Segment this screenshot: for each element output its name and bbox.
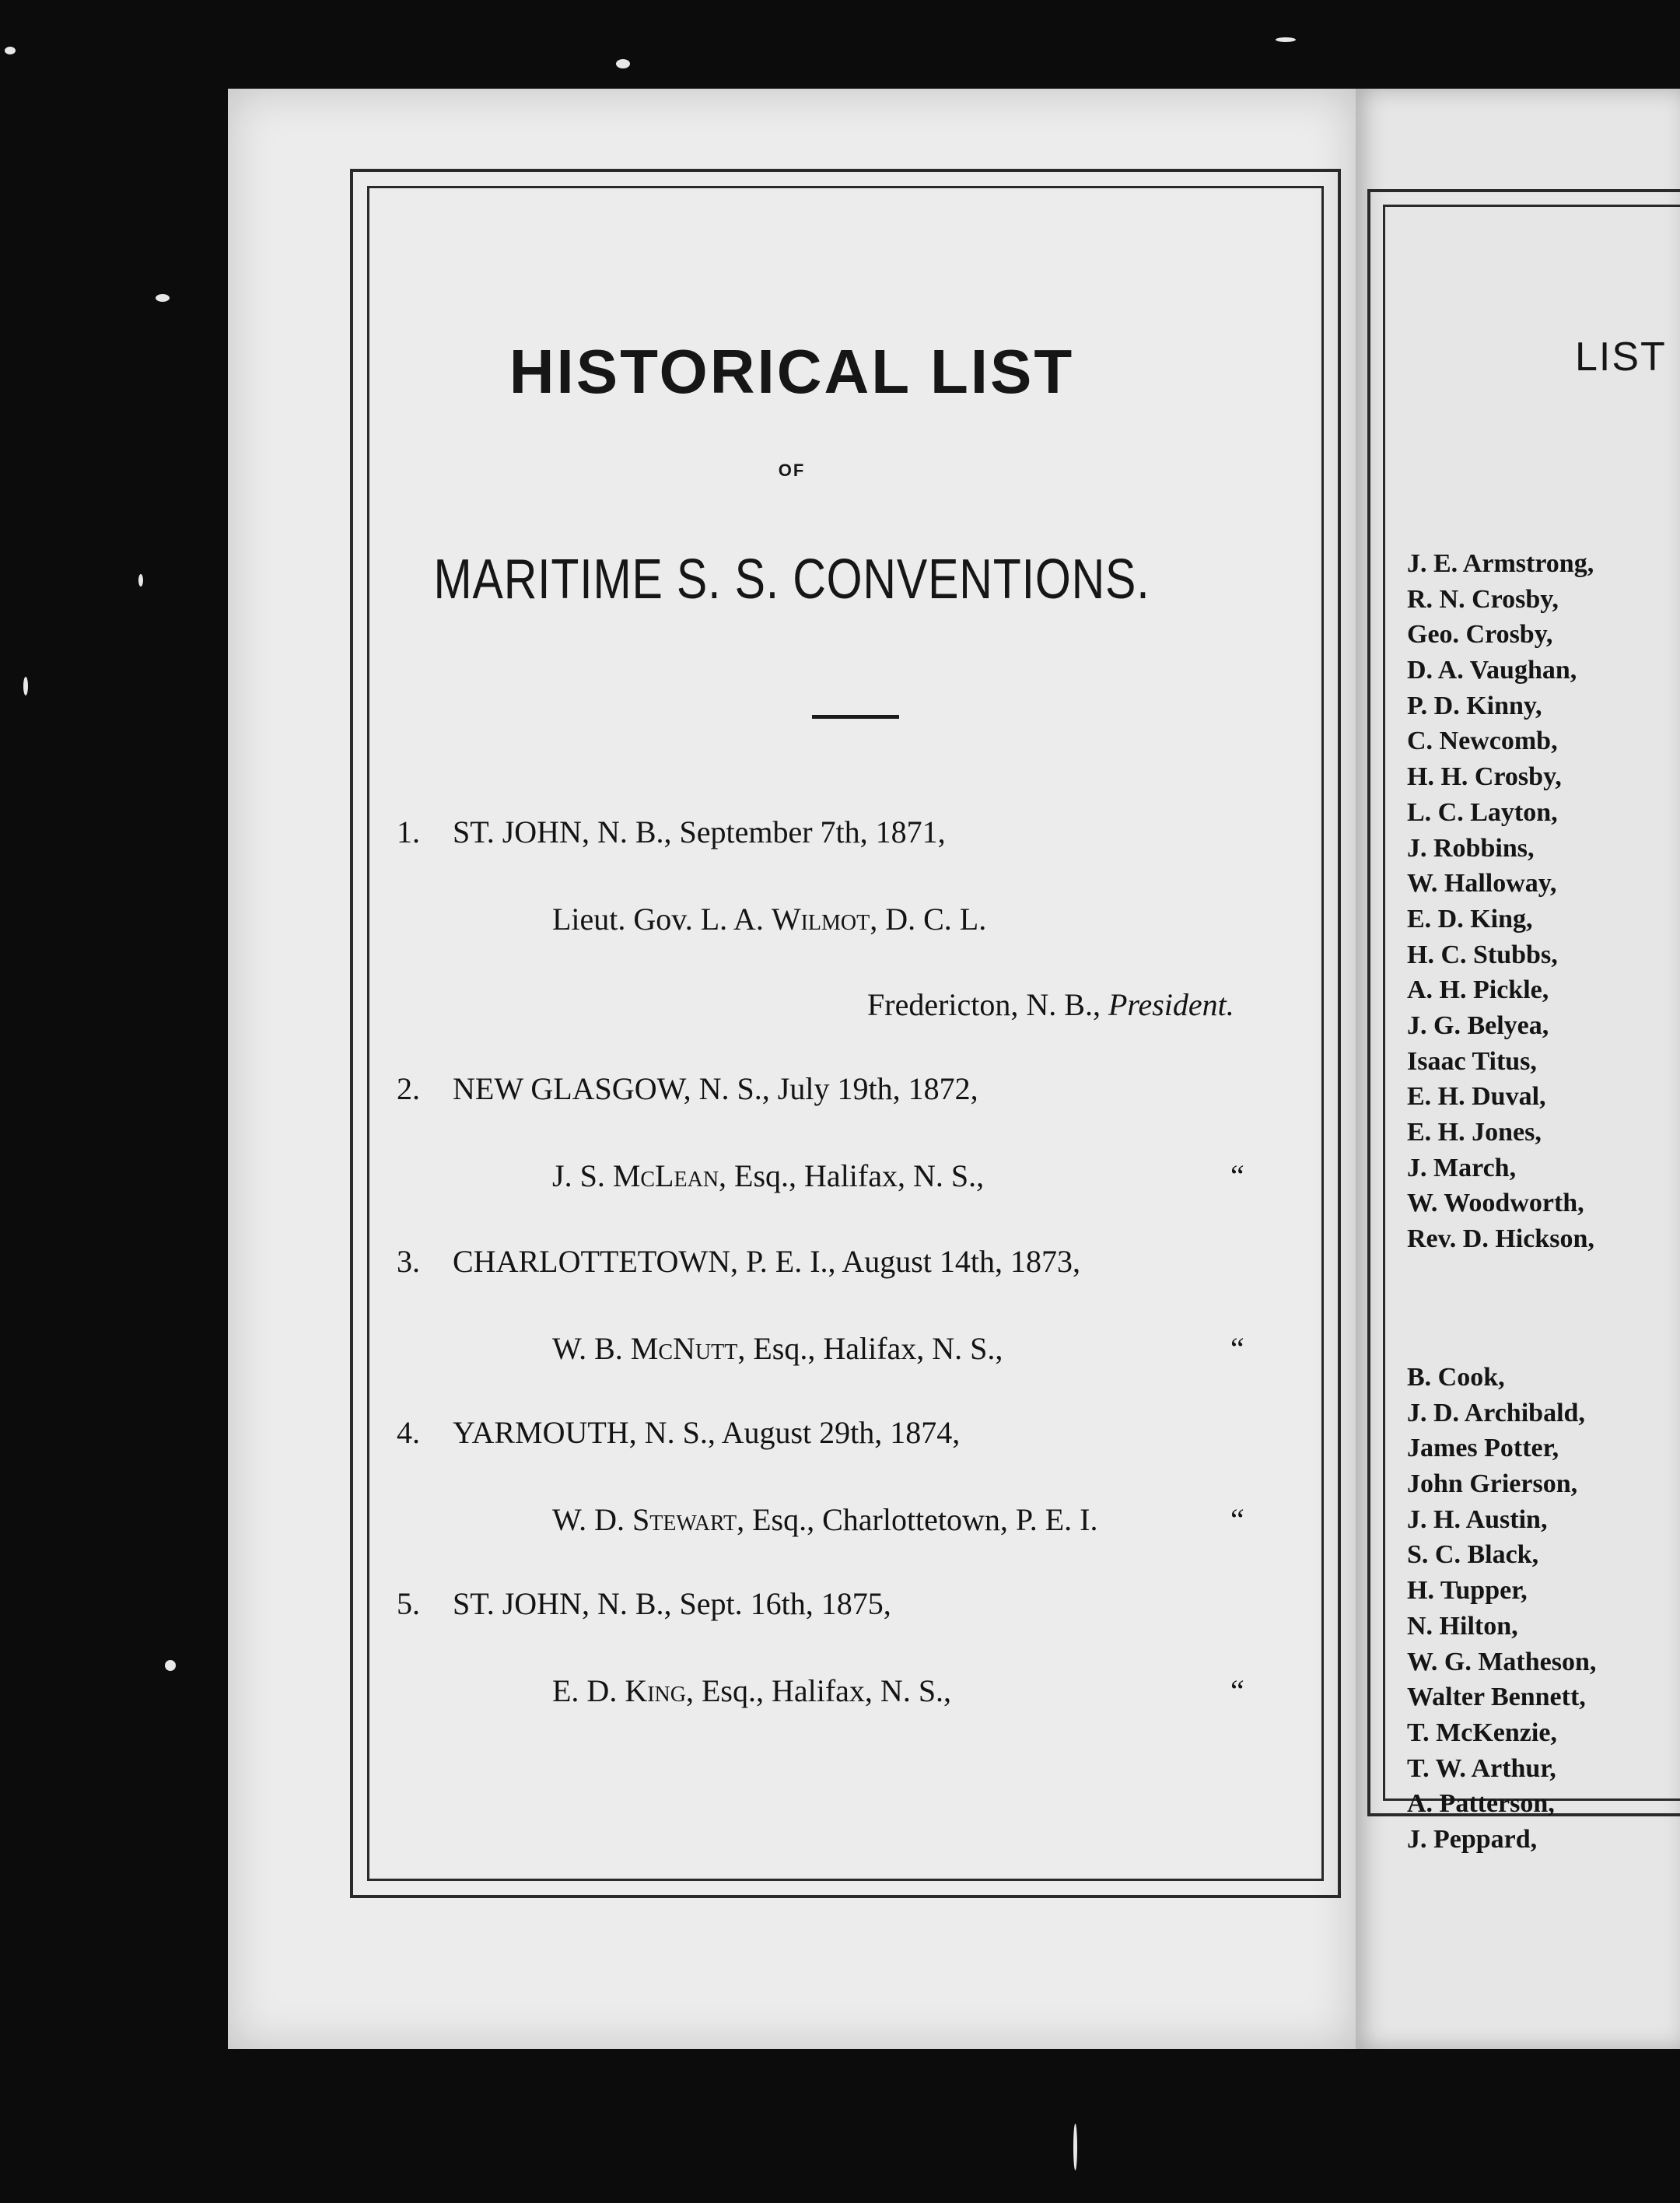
ditto-mark: “ [1230, 1673, 1244, 1708]
list-item: Rev. D. Hickson, [1407, 1224, 1594, 1254]
list-item: A. H. Pickle, [1407, 975, 1549, 1005]
president-residence: Fredericton, N. B., President. [867, 987, 1234, 1022]
convention-place-date: CHARLOTTETOWN, P. E. I., August 14th, 1873, [453, 1244, 1081, 1279]
list-item: J. March, [1407, 1153, 1517, 1182]
list-item: E. H. Jones, [1407, 1118, 1542, 1147]
list-item: J. Robbins, [1407, 833, 1535, 863]
page-subtitle: MARITIME S. S. CONVENTIONS. [433, 548, 1150, 611]
page-title: HISTORICAL LIST [509, 337, 1075, 406]
list-item: W. Halloway, [1407, 869, 1557, 898]
page-title: LIST [1575, 334, 1667, 380]
title-connector: OF [778, 461, 806, 480]
entry-number: 3. [397, 1244, 420, 1279]
entry-number: 4. [397, 1415, 420, 1450]
convention-place-date: NEW GLASGOW, N. S., July 19th, 1872, [453, 1071, 978, 1106]
entry-number: 2. [397, 1071, 420, 1106]
list-item: T. McKenzie, [1407, 1718, 1557, 1747]
inner-frame-rule [367, 186, 1324, 1881]
left-page [228, 89, 1356, 2049]
ditto-mark: “ [1230, 1502, 1244, 1537]
list-item: J. H. Austin, [1407, 1504, 1548, 1534]
list-item: H. Tupper, [1407, 1576, 1528, 1606]
convention-president: E. D. King, Esq., Halifax, N. S., [552, 1673, 952, 1708]
entry-number: 1. [397, 814, 420, 849]
ditto-mark: “ [1230, 1158, 1244, 1193]
list-item: R. N. Crosby, [1407, 584, 1559, 614]
convention-president: Lieut. Gov. L. A. Wilmot, D. C. L. [552, 902, 987, 937]
entry-number: 5. [397, 1586, 420, 1621]
list-item: A. Patterson, [1407, 1789, 1555, 1819]
list-item: D. A. Vaughan, [1407, 656, 1577, 685]
list-item: P. D. Kinny, [1407, 691, 1542, 720]
right-page [1356, 89, 1680, 2049]
list-item: S. C. Black, [1407, 1540, 1539, 1570]
list-item: T. W. Arthur, [1407, 1753, 1556, 1783]
list-item: B. Cook, [1407, 1363, 1505, 1392]
list-item: C. Newcomb, [1407, 727, 1558, 756]
convention-place-date: YARMOUTH, N. S., August 29th, 1874, [453, 1415, 961, 1450]
convention-president: W. D. Stewart, Esq., Charlottetown, P. E. I. [552, 1502, 1098, 1537]
list-item: E. D. King, [1407, 904, 1533, 933]
convention-place-date: ST. JOHN, N. B., September 7th, 1871, [453, 814, 946, 849]
convention-president: J. S. McLean, Esq., Halifax, N. S., [552, 1158, 985, 1193]
list-item: J. Peppard, [1407, 1824, 1538, 1854]
list-item: L. C. Layton, [1407, 797, 1558, 827]
list-item: Isaac Titus, [1407, 1046, 1537, 1076]
ornamental-frame [350, 169, 1341, 1898]
ditto-mark: “ [1230, 1331, 1244, 1366]
list-item: H. H. Crosby, [1407, 762, 1562, 792]
name-list [1407, 549, 1594, 1260]
name-list-2 [1407, 1363, 1596, 1861]
list-item: J. G. Belyea, [1407, 1010, 1549, 1040]
list-item: James Potter, [1407, 1434, 1559, 1463]
list-item: N. Hilton, [1407, 1611, 1518, 1641]
convention-president: W. B. McNutt, Esq., Halifax, N. S., [552, 1331, 1003, 1366]
list-item: H. C. Stubbs, [1407, 940, 1558, 969]
list-item: Walter Bennett, [1407, 1683, 1586, 1712]
section-divider [812, 715, 899, 719]
list-item: J. D. Archibald, [1407, 1398, 1585, 1427]
list-item: Geo. Crosby, [1407, 620, 1553, 650]
list-item: J. E. Armstrong, [1407, 549, 1594, 578]
list-item: E. H. Duval, [1407, 1082, 1546, 1112]
list-item: John Grierson, [1407, 1469, 1578, 1499]
list-item: W. Woodworth, [1407, 1189, 1584, 1218]
convention-place-date: ST. JOHN, N. B., Sept. 16th, 1875, [453, 1586, 891, 1621]
list-item: W. G. Matheson, [1407, 1647, 1597, 1676]
